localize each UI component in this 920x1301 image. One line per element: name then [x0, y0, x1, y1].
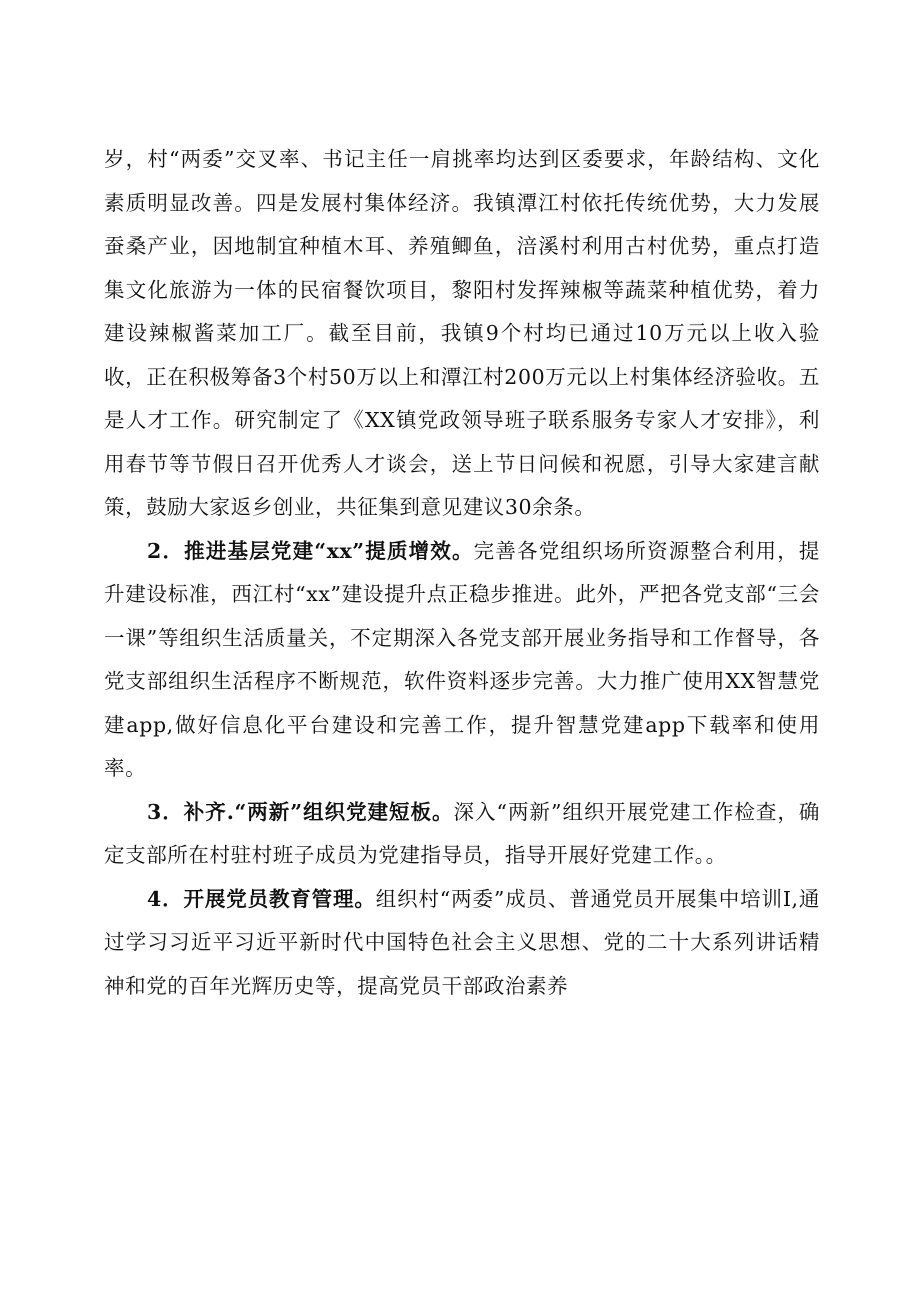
document-body: [104, 138, 820, 1008]
paragraph-4-heading: 4．开展党员教育管理。: [147, 886, 376, 911]
paragraph-4-body: 组织村“两委”成员、普通党员开展集中培训I,通过学习习近平习近平新时代中国特色社会主义思想、党的二十大系列讲话精神和党的百年光辉历史等，提高党员干部政治素养: [104, 886, 820, 998]
paragraph-3-heading: 3．补齐.“两新”组织党建短板。: [147, 799, 454, 824]
paragraph-4: [104, 878, 820, 1009]
paragraph-3-body: 深入“两新”组织开展党建工作检查，确定支部所在村驻村班子成员为党建指导员，指导开展好党建工作。。: [104, 799, 820, 867]
paragraph-2: [104, 530, 820, 791]
paragraph-2-body: 完善各党组织场所资源整合利用，提升建设标准，西江村“xx”建设提升点正稳步推进。此外，严把各党支部“三会一课”等组织生活质量关，不定期深入各党支部开展业务指导和工作督导，各党支部组织生活程序不断规范，软件资料逐步完善。大力推广使用XX智慧党建app,做好信息化平台建设和完善工作，提升智慧党建app下载率和使用率。: [104, 538, 820, 780]
paragraph-2-heading: 2．推进基层党建“xx”提质增效。: [147, 538, 474, 563]
paragraph-3: [104, 791, 820, 878]
paragraph-1: [104, 138, 820, 530]
paragraph-1-body: 岁，村“两委”交叉率、书记主任一肩挑率均达到区委要求，年龄结构、文化素质明显改善。四是发展村集体经济。我镇潭江村依托传统优势，大力发展蚕桑产业，因地制宜种植木耳、养殖鲫鱼，涪溪村利用古村优势，重点打造集文化旅游为一体的民宿餐饮项目，黎阳村发挥辣椒等蔬菜种植优势，着力建设辣椒酱菜加工厂。截至目前，我镇9个村均已通过10万元以上收入验收，正在积极筹备3个村50万以上和潭江村200万元以上村集体经济验收。五是人才工作。研究制定了《XX镇党政领导班子联系服务专家人才安排》，利用春节等节假日召开优秀人才谈会，送上节日问候和祝愿，引导大家建言献策，鼓励大家返乡创业，共征集到意见建议30余条。: [104, 147, 820, 519]
